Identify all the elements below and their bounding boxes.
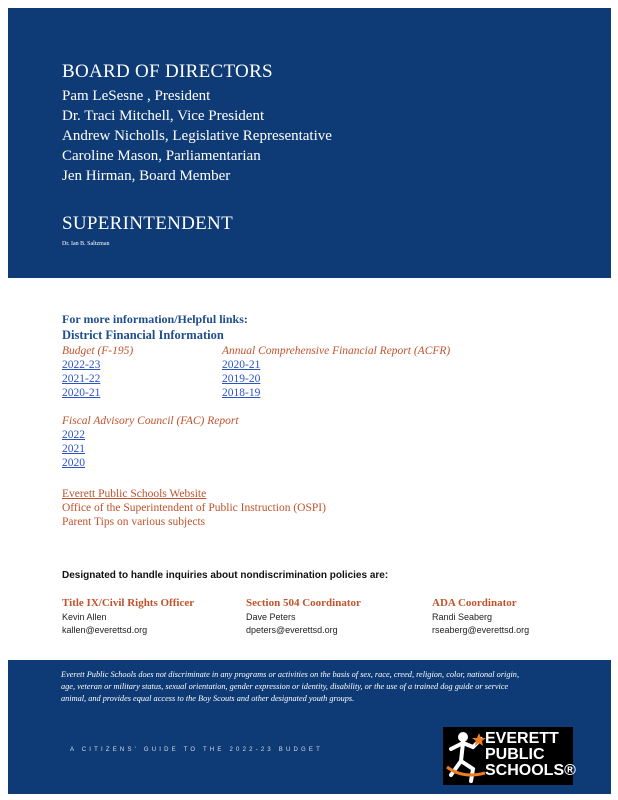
contact-title: Section 504 Coordinator (246, 597, 361, 609)
contact-ada (432, 597, 529, 635)
nondiscrimination-heading: Designated to handle inquiries about nondiscrimination policies are: (62, 570, 389, 581)
superintendent-title: SUPERINTENDENT (62, 213, 233, 234)
contact-email: kallen@everettsd.org (62, 625, 148, 635)
acfr-link-2020-21[interactable]: 2020-21 (222, 359, 261, 371)
contact-section-504 (246, 597, 361, 635)
logo-wordmark (485, 731, 576, 779)
info-heading: For more information/Helpful links: (62, 312, 248, 326)
logo-line: PUBLIC (485, 746, 545, 763)
contact-email: rseaberg@everettsd.org (432, 625, 530, 635)
nondiscrimination-statement: Everett Public Schools does not discriminate in any programs or activities on the basis of sex, race, creed, religion, color, national origin, age, veteran or military status, sexual orientation, gender expression or identity, disability, or the use of a trained dog guide or service animal, and provides equal access to the Boy Scouts and other designated youth groups. (61, 670, 520, 703)
financial-info-subheading: District Financial Information (62, 328, 224, 342)
budget-link-2021-22[interactable]: 2021-22 (62, 373, 101, 385)
fac-link-2020[interactable]: 2020 (62, 457, 85, 469)
budget-link-2022-23[interactable]: 2022-23 (62, 359, 101, 371)
guide-title: A CITIZENS' GUIDE TO THE 2022-23 BUDGET (70, 747, 323, 753)
acfr-link-2019-20[interactable]: 2019-20 (222, 373, 261, 385)
fac-link-2021[interactable]: 2021 (62, 443, 85, 455)
superintendent-name: Dr. Ian B. Saltzman (62, 241, 110, 247)
ospi-link[interactable]: Office of the Superintendent of Public Instruction (OSPI) (62, 502, 326, 514)
board-member: Pam LeSesne , President (62, 88, 211, 104)
acfr-label: Annual Comprehensive Financial Report (ACFR) (222, 345, 451, 357)
logo-line: SCHOOLS® (485, 762, 576, 779)
budget-label: Budget (F-195) (62, 345, 134, 357)
contact-title: Title IX/Civil Rights Officer (62, 597, 195, 609)
contact-name: Kevin Allen (62, 612, 107, 622)
board-member: Jen Hirman, Board Member (62, 168, 231, 184)
contact-title: ADA Coordinator (432, 597, 517, 609)
everett-schools-logo (443, 727, 576, 785)
contact-name: Dave Peters (246, 612, 296, 622)
contact-title-ix (62, 597, 194, 635)
board-banner (8, 8, 611, 278)
budget-link-2020-21[interactable]: 2020-21 (62, 387, 101, 399)
board-member: Dr. Traci Mitchell, Vice President (62, 108, 265, 124)
board-member: Andrew Nicholls, Legislative Representative (62, 128, 332, 144)
fac-label: Fiscal Advisory Council (FAC) Report (62, 415, 239, 427)
district-website-link[interactable]: Everett Public Schools Website (62, 488, 207, 500)
acfr-link-2018-19[interactable]: 2018-19 (222, 387, 261, 399)
contact-name: Randi Seaberg (432, 612, 493, 622)
runner-icon (443, 727, 487, 785)
footer-band (8, 660, 611, 794)
contact-email: dpeters@everettsd.org (246, 625, 338, 635)
board-title: BOARD OF DIRECTORS (62, 61, 273, 82)
board-member: Caroline Mason, Parliamentarian (62, 148, 261, 164)
fac-link-2022[interactable]: 2022 (62, 429, 85, 441)
logo-line: EVERETT (485, 730, 559, 747)
parent-tips-link[interactable]: Parent Tips on various subjects (62, 516, 206, 528)
